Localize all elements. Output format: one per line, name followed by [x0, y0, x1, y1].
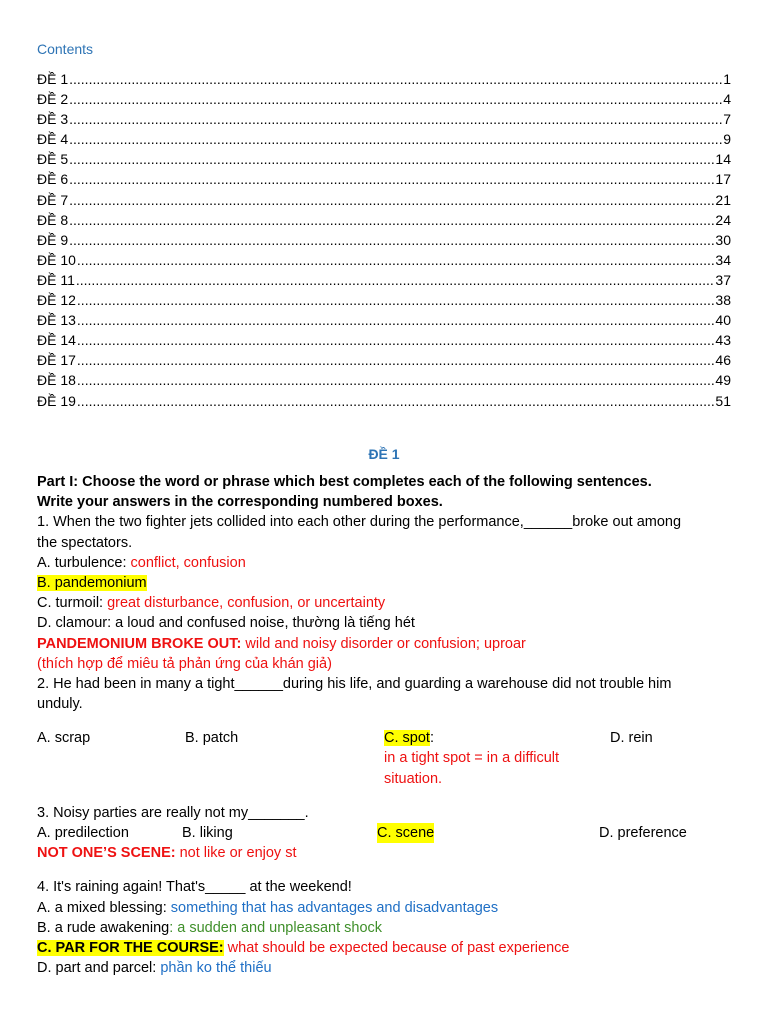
- toc-entry-page: 34: [715, 251, 731, 268]
- toc-dot-leader: [76, 270, 715, 290]
- toc-entry-label: ĐỀ 18: [37, 372, 76, 389]
- toc-entry-label: ĐỀ 14: [37, 332, 76, 349]
- toc-entry-page: 1: [723, 71, 731, 87]
- q3-key-note: not like or enjoy st: [175, 845, 297, 862]
- toc-dot-leader: [69, 190, 714, 210]
- q2-note-row-2: [37, 769, 737, 789]
- q3-options: [37, 823, 737, 843]
- toc-dot-leader: [69, 169, 714, 189]
- toc-entry[interactable]: [37, 310, 731, 330]
- toc-entry[interactable]: [37, 69, 731, 89]
- toc-entry[interactable]: [37, 250, 731, 270]
- q4-option-b: [37, 918, 737, 938]
- q1-option-b: [37, 573, 737, 593]
- q1-option-c-note: great disturbance, confusion, or uncertainty: [107, 595, 386, 612]
- q1-key: [37, 634, 737, 654]
- toc-entry-label: ĐỀ 11: [37, 271, 75, 288]
- q1-option-d: D. clamour: a loud and confused noise, thường là tiếng hét: [37, 615, 415, 632]
- q2-option-c-highlight: C. spot: [384, 730, 430, 747]
- q3-option-a: A. predilection: [37, 825, 129, 841]
- q1-option-a-note: conflict, confusion: [130, 554, 246, 571]
- q2-option-b: B. patch: [185, 730, 239, 747]
- q2-stem-line-1: 2. He had been in many a tight______during his life, and guarding a warehouse did not trouble him: [37, 675, 672, 692]
- toc-entry-label: ĐỀ 6: [37, 171, 69, 188]
- toc-entry-label: ĐỀ 17: [37, 352, 76, 369]
- q1-key-note-2: (thích hợp để miêu tả phản ứng của khán giả): [37, 655, 332, 672]
- toc-entry-page: 51: [715, 392, 731, 409]
- q1-key-note: wild and noisy disorder or confusion; uproar: [241, 635, 526, 652]
- q3-key: [37, 843, 737, 863]
- toc-entry[interactable]: [37, 149, 731, 169]
- toc-entry[interactable]: [37, 129, 731, 149]
- toc-entry-page: 43: [715, 332, 731, 349]
- part-heading-line-1: Part I: Choose the word or phrase which best completes each of the following sentences.: [37, 474, 652, 490]
- q1-key-label: PANDEMONIUM BROKE OUT:: [37, 635, 242, 652]
- toc-entry-label: ĐỀ 7: [37, 191, 69, 208]
- toc-entry-page: 38: [715, 292, 731, 309]
- toc-entry-label: ĐỀ 1: [37, 71, 69, 87]
- toc-dot-leader: [77, 250, 715, 270]
- q1-option-c: [37, 593, 737, 613]
- q4-option-a-note: something that has advantages and disadvantages: [170, 899, 499, 916]
- toc-entry[interactable]: [37, 290, 731, 310]
- q4-option-d-label: D. part and parcel:: [37, 960, 161, 977]
- q2-option-c: [384, 728, 434, 748]
- q2-option-c-colon: :: [429, 730, 434, 747]
- toc-entry-page: 7: [723, 111, 731, 128]
- toc-entry-label: ĐỀ 2: [37, 91, 69, 108]
- toc-entry[interactable]: [37, 109, 731, 129]
- q3-stem: 3. Noisy parties are really not my_______.: [37, 804, 309, 821]
- toc-entry[interactable]: [37, 169, 731, 189]
- q1-option-a-label: A. turbulence:: [37, 554, 131, 571]
- toc-dot-leader: [77, 330, 715, 350]
- q4-option-b-note: : a sudden and unpleasant shock: [169, 919, 383, 936]
- q1-stem-line-1: 1. When the two fighter jets collided into each other during the performance,______broke out among: [37, 514, 682, 531]
- toc-dot-leader: [69, 129, 722, 149]
- toc-entry-label: ĐỀ 10: [37, 251, 76, 268]
- toc-entry-page: 4: [723, 91, 731, 108]
- q3-option-b: B. liking: [182, 825, 233, 841]
- toc-entry-label: ĐỀ 19: [37, 392, 76, 409]
- toc-entry-page: 46: [715, 352, 731, 369]
- toc-dot-leader: [77, 370, 715, 390]
- toc-entry-page: 37: [715, 271, 731, 288]
- table-of-contents: [37, 69, 731, 411]
- toc-dot-leader: [69, 210, 714, 230]
- q2-option-a: A. scrap: [37, 730, 91, 747]
- toc-entry-page: 30: [715, 231, 731, 248]
- toc-entry[interactable]: [37, 350, 731, 370]
- toc-entry-page: 21: [715, 191, 731, 208]
- q4-option-c-note: what should be expected because of past experience: [223, 939, 570, 956]
- toc-entry-label: ĐỀ 9: [37, 231, 69, 248]
- toc-entry-page: 14: [715, 151, 731, 168]
- q4-option-c-highlight: [37, 940, 224, 956]
- toc-entry[interactable]: [37, 89, 731, 109]
- q2-stem-line-2: unduly.: [37, 696, 83, 713]
- toc-entry-label: ĐỀ 5: [37, 151, 69, 168]
- q1-option-b-highlight: B. pandemonium: [37, 574, 147, 591]
- toc-dot-leader: [69, 109, 722, 129]
- q2-option-d: D. rein: [610, 730, 653, 747]
- toc-dot-leader: [69, 149, 714, 169]
- toc-entry[interactable]: [37, 270, 731, 290]
- q2-note-row-1: [37, 748, 737, 768]
- q1-option-c-label: C. turmoil:: [37, 595, 108, 612]
- q4-option-c: [37, 938, 737, 958]
- toc-entry[interactable]: [37, 190, 731, 210]
- q4-option-a-label: A. a mixed blessing:: [37, 899, 171, 916]
- toc-entry-page: 9: [723, 131, 731, 148]
- q2-options: [37, 728, 737, 748]
- toc-dot-leader: [77, 391, 715, 411]
- toc-entry-page: 17: [715, 171, 731, 188]
- exercise-body: [37, 472, 737, 978]
- toc-entry-label: ĐỀ 3: [37, 111, 69, 128]
- toc-dot-leader: [69, 69, 722, 89]
- q4-option-a: [37, 898, 737, 918]
- toc-entry-label: ĐỀ 8: [37, 211, 69, 228]
- toc-entry[interactable]: [37, 210, 731, 230]
- q2-option-c-note-1: in a tight spot = in a difficult: [384, 750, 560, 767]
- contents-title: Contents: [37, 41, 94, 57]
- toc-dot-leader: [69, 230, 714, 250]
- toc-dot-leader: [69, 89, 722, 109]
- q4-option-c-label: C. PAR FOR THE COURSE: [37, 939, 219, 956]
- toc-entry[interactable]: [37, 391, 731, 411]
- q4-option-c-colon: :: [218, 939, 224, 956]
- q4-stem: 4. It's raining again! That's_____ at the weekend!: [37, 879, 352, 896]
- q4-option-d: [37, 958, 737, 978]
- toc-entry-page: 24: [715, 211, 731, 228]
- toc-dot-leader: [77, 290, 715, 310]
- q1-option-a: [37, 553, 737, 573]
- q1-stem-line-2: the spectators.: [37, 534, 133, 551]
- q2-option-c-note-2: situation.: [384, 770, 443, 787]
- toc-entry-page: 49: [715, 372, 731, 389]
- toc-entry-label: ĐỀ 13: [37, 312, 76, 329]
- q3-option-d: D. preference: [599, 825, 687, 841]
- q3-key-label: NOT ONE’S SCENE:: [37, 845, 176, 862]
- q4-option-d-note: phần ko thể thiếu: [160, 960, 272, 977]
- toc-entry-label: ĐỀ 4: [37, 131, 69, 148]
- toc-entry-label: ĐỀ 12: [37, 292, 76, 309]
- part-heading-line-2: Write your answers in the corresponding numbered boxes.: [37, 494, 443, 511]
- toc-entry[interactable]: [37, 370, 731, 390]
- toc-dot-leader: [77, 350, 715, 370]
- q3-option-c-highlight: C. scene: [377, 823, 434, 843]
- q4-option-b-label: B. a rude awakening: [37, 919, 170, 936]
- toc-dot-leader: [77, 310, 715, 330]
- section-title: ĐỀ 1: [368, 446, 400, 462]
- toc-entry[interactable]: [37, 230, 731, 250]
- toc-entry[interactable]: [37, 330, 731, 350]
- toc-entry-page: 40: [715, 312, 731, 329]
